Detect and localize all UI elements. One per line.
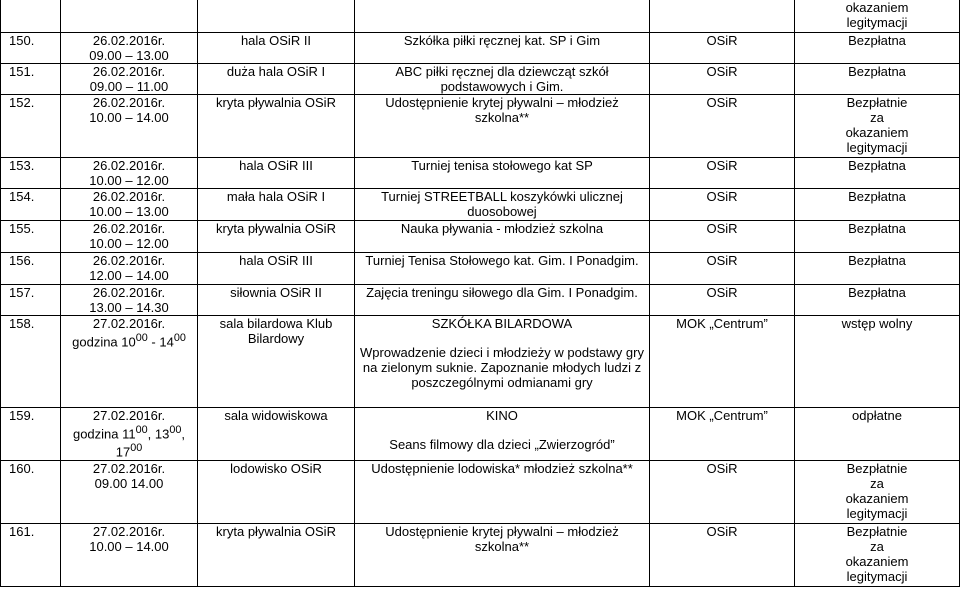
fee-cell: Bezpłatna: [795, 221, 960, 253]
organizer-cell: OSiR: [650, 285, 795, 316]
date-cell: 26.02.2016r. 10.00 – 12.00: [61, 221, 198, 253]
date-cell: 27.02.2016r. godzina $11^{00}$, $13^{00}$, $17^{00}$: [61, 408, 198, 461]
organizer-cell: OSiR: [650, 253, 795, 285]
row-number: 160.: [1, 460, 61, 523]
row-number: 155.: [1, 221, 61, 253]
table-row: [1, 33, 960, 64]
event-cell: Szkółka piłki ręcznej kat. SP i Gim: [355, 33, 650, 64]
table-row: [1, 95, 960, 158]
organizer-cell: MOK „Centrum”: [650, 316, 795, 408]
table-row: [1, 408, 960, 461]
date-cell: 26.02.2016r. 10.00 – 13.00: [61, 189, 198, 221]
event-cell: ABC piłki ręcznej dla dziewcząt szkół podstawowych i Gim.: [355, 64, 650, 95]
fee-cell: Bezpłatna: [795, 33, 960, 64]
event-cell: Turniej STREETBALL koszykówki ulicznej duosobowej: [355, 189, 650, 221]
date-cell: 27.02.2016r. godzina $10^{00} - 14^{00}$: [61, 316, 198, 408]
event-cell: Turniej tenisa stołowego kat SP: [355, 158, 650, 189]
row-number: 161.: [1, 523, 61, 586]
table-row: [1, 285, 960, 316]
row-number: 151.: [1, 64, 61, 95]
row-number: 152.: [1, 95, 61, 158]
row-number: 159.: [1, 408, 61, 461]
row-number: 150.: [1, 33, 61, 64]
place-cell: kryta pływalnia OSiR: [198, 95, 355, 158]
fee-cell: Bezpłatna: [795, 189, 960, 221]
organizer-cell: OSiR: [650, 221, 795, 253]
organizer-cell: OSiR: [650, 64, 795, 95]
row-number: 153.: [1, 158, 61, 189]
organizer-cell: OSiR: [650, 523, 795, 586]
organizer-cell: OSiR: [650, 460, 795, 523]
fee-cell: Bezpłatna: [795, 64, 960, 95]
place-cell: lodowisko OSiR: [198, 460, 355, 523]
place-cell: sala bilardowa Klub Bilardowy: [198, 316, 355, 408]
date-cell: 26.02.2016r. 12.00 – 14.00: [61, 253, 198, 285]
organizer-cell: MOK „Centrum”: [650, 408, 795, 461]
place-cell: duża hala OSiR I: [198, 64, 355, 95]
place-cell: sala widowiskowa: [198, 408, 355, 461]
fee-cell: Bezpłatnie za okazaniem legitymacji: [795, 95, 960, 158]
table-row: [1, 316, 960, 408]
table-row: [1, 189, 960, 221]
place-cell: mała hala OSiR I: [198, 189, 355, 221]
fee-cell: Bezpłatna: [795, 253, 960, 285]
row-number: 157.: [1, 285, 61, 316]
table-row: [1, 221, 960, 253]
fee-cell: Bezpłatna: [795, 158, 960, 189]
table-row: [1, 460, 960, 523]
table-row: [1, 523, 960, 586]
place-cell: siłownia OSiR II: [198, 285, 355, 316]
event-cell: Udostępnienie krytej pływalni – młodzież szkolna**: [355, 523, 650, 586]
organizer-cell: OSiR: [650, 158, 795, 189]
event-cell: Udostępnienie lodowiska* młodzież szkolna**: [355, 460, 650, 523]
event-cell: Zajęcia treningu siłowego dla Gim. I Ponadgim.: [355, 285, 650, 316]
fee-cell: Bezpłatnie za okazaniem legitymacji: [795, 523, 960, 586]
row-number: 158.: [1, 316, 61, 408]
fee-cell: okazaniem legitymacji: [795, 0, 960, 33]
table-row: [1, 253, 960, 285]
place-cell: kryta pływalnia OSiR: [198, 523, 355, 586]
row-number: 154.: [1, 189, 61, 221]
date-cell: 26.02.2016r. 10.00 – 12.00: [61, 158, 198, 189]
place-cell: hala OSiR III: [198, 253, 355, 285]
date-cell: 26.02.2016r. 10.00 – 14.00: [61, 95, 198, 158]
date-cell: 27.02.2016r. 09.00 14.00: [61, 460, 198, 523]
fee-cell: wstęp wolny: [795, 316, 960, 408]
organizer-cell: OSiR: [650, 189, 795, 221]
fee-cell: odpłatne: [795, 408, 960, 461]
row-number: 156.: [1, 253, 61, 285]
date-cell: 26.02.2016r. 09.00 – 11.00: [61, 64, 198, 95]
event-cell: KINO Seans filmowy dla dzieci „Zwierzogród”: [355, 408, 650, 461]
date-cell: 26.02.2016r. 13.00 – 14.30: [61, 285, 198, 316]
fee-cell: Bezpłatnie za okazaniem legitymacji: [795, 460, 960, 523]
event-cell: Turniej Tenisa Stołowego kat. Gim. I Ponadgim.: [355, 253, 650, 285]
date-cell: 27.02.2016r. 10.00 – 14.00: [61, 523, 198, 586]
event-cell: Nauka pływania - młodzież szkolna: [355, 221, 650, 253]
table-row: [1, 158, 960, 189]
table-row: [1, 64, 960, 95]
date-cell: 26.02.2016r. 09.00 – 13.00: [61, 33, 198, 64]
organizer-cell: OSiR: [650, 95, 795, 158]
place-cell: hala OSiR II: [198, 33, 355, 64]
event-cell: Udostępnienie krytej pływalni – młodzież szkolna**: [355, 95, 650, 158]
place-cell: kryta pływalnia OSiR: [198, 221, 355, 253]
fee-cell: Bezpłatna: [795, 285, 960, 316]
event-cell: SZKÓŁKA BILARDOWA Wprowadzenie dzieci i młodzieży w podstawy gry na zielonym suknie. Zapoznanie młodych ludzi z poszczególnymi odmianami gry: [355, 316, 650, 408]
organizer-cell: OSiR: [650, 33, 795, 64]
table-row: [1, 0, 960, 33]
place-cell: hala OSiR III: [198, 158, 355, 189]
